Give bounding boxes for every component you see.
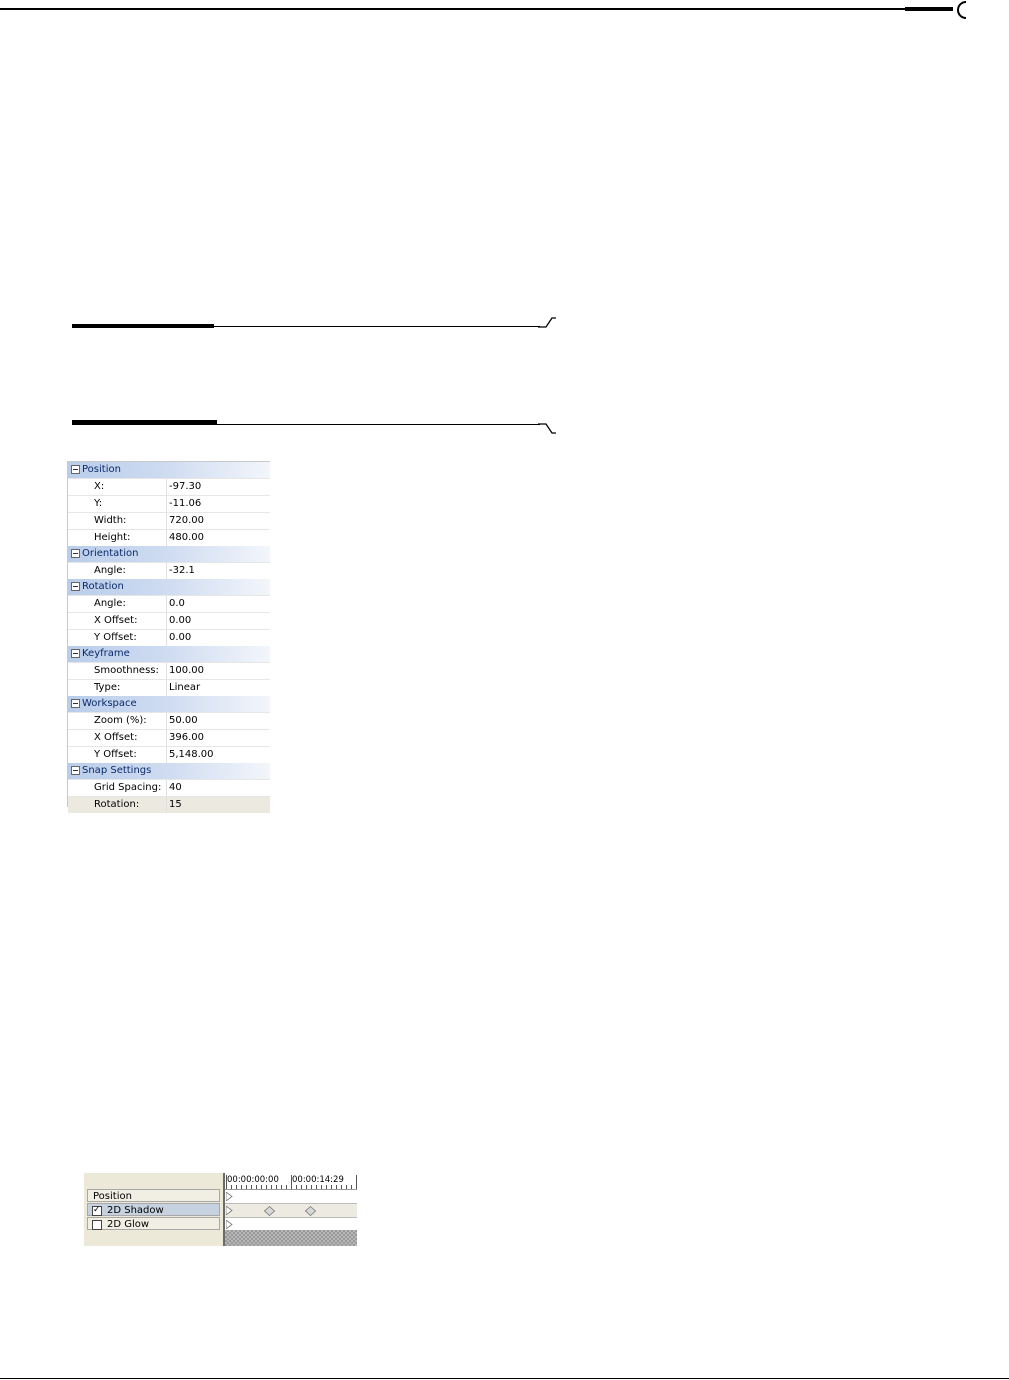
keyframe-start-arrow-icon [226,1206,233,1215]
property-row[interactable] [68,729,270,746]
property-column-divider [166,680,167,696]
property-column-divider [166,513,167,529]
property-name: Grid Spacing: [94,782,162,793]
check-icon: ✓ [93,1205,101,1215]
footer-rule [0,1378,1009,1379]
property-column-divider [166,713,167,729]
property-row[interactable] [68,495,270,512]
property-name: X Offset: [94,732,138,743]
track-checkbox-2d-glow[interactable] [92,1220,102,1230]
property-column-divider [166,663,167,679]
property-name: Y: [94,498,103,509]
property-column-divider [166,780,167,796]
ruler-minor-tick [346,1185,347,1189]
timeline-empty-area [225,1230,357,1246]
property-grid [67,461,270,810]
property-row[interactable] [68,612,270,629]
property-name: Angle: [94,565,126,576]
ruler-minor-tick [326,1185,327,1189]
property-value-field[interactable]: -97.30 [169,481,202,492]
property-column-divider [166,496,167,512]
section-rule-top-accent [72,324,214,328]
keyframe-start-arrow-icon [226,1220,233,1229]
keyframe-diamond-icon[interactable] [264,1206,275,1216]
keyframe-diamond-icon[interactable] [305,1206,316,1216]
category-row[interactable] [68,546,270,562]
ruler-minor-tick [311,1185,312,1189]
collapse-icon[interactable] [71,649,80,658]
property-value-field[interactable]: 0.00 [169,615,192,626]
property-column-divider [166,596,167,612]
property-name: Y Offset: [94,632,137,643]
property-row[interactable] [68,562,270,579]
ruler-minor-tick [301,1185,302,1189]
property-column-divider [166,797,167,813]
property-name: Height: [94,532,131,543]
ruler-minor-tick [286,1185,287,1189]
property-value-field[interactable]: -32.1 [169,565,195,576]
category-row[interactable] [68,462,270,478]
property-name: X Offset: [94,615,138,626]
keyframe-start-arrow-icon [226,1192,233,1201]
ruler-minor-tick [236,1185,237,1189]
ruler-major-tick [291,1175,292,1189]
timeline-area[interactable] [225,1173,357,1246]
collapse-icon[interactable] [71,582,80,591]
ruler-label-end: 00:00:14:29 [292,1175,344,1185]
property-value-field[interactable]: 480.00 [169,532,204,543]
property-row[interactable] [68,529,270,546]
property-row[interactable] [68,779,270,796]
property-value-field[interactable]: 40 [169,782,182,793]
ruler-minor-tick [281,1185,282,1189]
property-value-field[interactable]: 50.00 [169,715,198,726]
ruler-minor-tick [241,1185,242,1189]
section-rule-bottom-end [538,423,556,435]
property-row[interactable] [68,746,270,763]
track-row-position[interactable] [87,1189,220,1202]
collapse-icon[interactable] [71,465,80,474]
ruler-minor-tick [336,1185,337,1189]
collapse-icon[interactable] [71,549,80,558]
category-label: Workspace [82,698,137,709]
property-value-field[interactable]: 15 [169,799,182,810]
keyframe-track-panel [84,1173,357,1246]
property-row[interactable] [68,796,270,813]
category-label: Rotation [82,581,124,592]
ruler-minor-tick [261,1185,262,1189]
track-row-2d-shadow[interactable] [87,1203,220,1216]
ruler-minor-tick [296,1185,297,1189]
track-label-2d-shadow: 2D Shadow [107,1205,164,1216]
ruler-minor-tick [351,1185,352,1189]
ruler-minor-tick [271,1185,272,1189]
header-rule-hook [948,0,968,20]
ruler-minor-tick [341,1185,342,1189]
property-column-divider [166,747,167,763]
section-rule-top-end [538,316,556,328]
ruler-minor-tick [231,1185,232,1189]
category-label: Orientation [82,548,139,559]
property-name: Smoothness: [94,665,159,676]
ruler-label-start: 00:00:00:00 [227,1175,279,1185]
property-value-field[interactable]: -11.06 [169,498,202,509]
header-rule-accent [905,7,953,11]
category-row[interactable] [68,579,270,595]
property-row[interactable] [68,512,270,529]
category-row[interactable] [68,763,270,779]
ruler-minor-tick [276,1185,277,1189]
property-row[interactable] [68,712,270,729]
property-value-field[interactable]: 720.00 [169,515,204,526]
property-row[interactable] [68,629,270,646]
property-row[interactable] [68,478,270,495]
property-value-field[interactable]: 5,148.00 [169,749,214,760]
property-value-field[interactable]: Linear [169,682,201,693]
property-name: Rotation: [94,799,140,810]
property-value-field[interactable]: 0.0 [169,598,185,609]
property-column-divider [166,479,167,495]
property-column-divider [166,730,167,746]
track-list [84,1173,223,1246]
category-row[interactable] [68,646,270,662]
ruler-minor-tick [266,1185,267,1189]
collapse-icon[interactable] [71,699,80,708]
property-name: Width: [94,515,127,526]
property-column-divider [166,630,167,646]
property-value-field[interactable]: 0.00 [169,632,192,643]
property-row[interactable] [68,679,270,696]
property-column-divider [166,563,167,579]
property-name: Angle: [94,598,126,609]
ruler-minor-tick [306,1185,307,1189]
lane-2d-shadow[interactable] [225,1204,357,1218]
section-rule-bottom [72,424,540,425]
property-column-divider [166,613,167,629]
property-row[interactable] [68,662,270,679]
track-row-2d-glow[interactable] [87,1217,220,1230]
ruler-major-tick [356,1175,357,1189]
lane-position[interactable] [225,1190,357,1204]
property-name: Y Offset: [94,749,137,760]
ruler-minor-tick [256,1185,257,1189]
ruler-minor-tick [316,1185,317,1189]
property-column-divider [166,530,167,546]
ruler-minor-tick [321,1185,322,1189]
ruler-minor-tick [251,1185,252,1189]
category-label: Keyframe [82,648,130,659]
track-checkbox-2d-shadow[interactable] [92,1206,102,1216]
section-rule-bottom-accent [72,420,217,424]
ruler-major-tick [226,1175,227,1189]
property-name: Zoom (%): [94,715,147,726]
property-value-field[interactable]: 396.00 [169,732,204,743]
property-row[interactable] [68,595,270,612]
collapse-icon[interactable] [71,766,80,775]
header-rule [0,8,915,10]
property-name: Type: [94,682,121,693]
category-row[interactable] [68,696,270,712]
property-name: X: [94,481,105,492]
category-label: Snap Settings [82,765,152,776]
category-label: Position [82,464,121,475]
property-value-field[interactable]: 100.00 [169,665,204,676]
timeline-ruler[interactable] [225,1173,357,1190]
ruler-minor-tick [246,1185,247,1189]
track-label-2d-glow: 2D Glow [107,1219,150,1230]
track-label-position: Position [93,1191,132,1202]
ruler-minor-tick [331,1185,332,1189]
